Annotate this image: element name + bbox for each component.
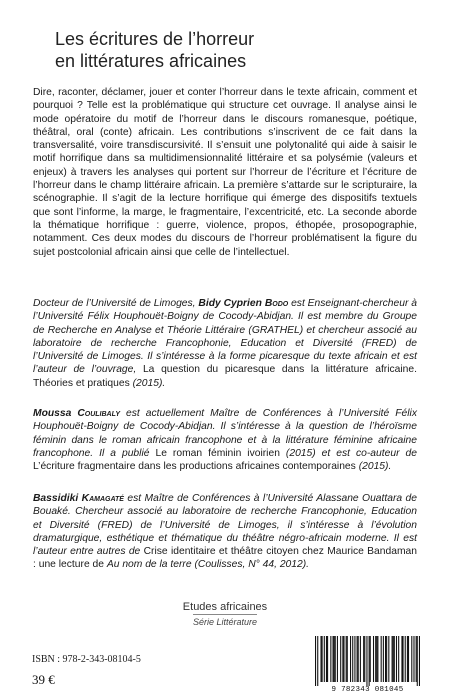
author-bio-coulibaly <box>33 407 417 473</box>
bio2-name-last: Coulibaly <box>77 408 121 419</box>
author-bio-bodo <box>33 297 417 390</box>
bio2-name-first: Moussa <box>33 408 72 419</box>
collection-series: Série Littérature <box>192 617 258 627</box>
collection-divider <box>193 614 257 615</box>
bio3-book1: Crise identitaire et théâtre citoyen chez Maurice Bandaman : une lecture de <box>33 546 417 571</box>
book-title <box>55 28 415 72</box>
bio1-book: La question du picaresque dans la littérature africaine. Théories et pratiques <box>33 364 417 389</box>
bio1-end: (2015). <box>132 377 166 389</box>
title-line-2: en littératures africaines <box>55 51 247 71</box>
bio1-prefix: Docteur de l’Université de Limoges, <box>33 298 196 309</box>
bio2-book2: L’écriture fragmentaire dans les productions africaines contemporaines <box>33 461 356 473</box>
collection-name: Etudes africaines <box>182 601 268 613</box>
bio2-end: (2015). <box>358 461 392 473</box>
book-summary: Dire, raconter, déclamer, jouer et conter l’horreur dans le texte africain, comment et pourquoi ? Telle est la problématique qui structure cet ouvrage. Il analyse ainsi le mode opératoire du motif de l’horreur dans le discours romanesque, poétique, théâtral, oral (conte) africain. Les contributions s’inscrivent de ce fait dans la transversalité, voire transdiscursivité. Il s’ensuit une polytonalité qui aide à saisir le motif horrifique dans sa multidimensionnalité littéraire et sa polysémie (valeurs et enjeux) à travers les analyses qui portent sur l’horreur de l’écriture et l’écriture de l’horreur dans le champ littéraire africain. La première s’attarde sur le scripturaire, la scénographie. Il s’agit de la lecture horrifique qui émerge des dispositifs textuels que sont l’informe, la marge, le fragmentaire, l’excentricité, etc. La seconde aborde la thématique horrifique : guerre, violence, propos, éthopée, prosopographie, notamment. Ces deux modes du discours de l’horreur problématisent la figure du sujet postcolonial africain ainsi que celle de l’intellectuel. <box>33 87 417 258</box>
barcode <box>315 636 420 692</box>
bio2-book1: Le roman féminin ivoirien <box>155 447 280 459</box>
bio3-name-first: Bassidiki <box>33 493 79 504</box>
bio3-text: est Maître de Conférences à l’Université Alassane Ouattara de Bouaké. Chercheur associé au laboratoire de recherche Francophonie, Education et Diversité (FRED) de l’Université de Limoges, il s’intéresse à l’évolution dramaturgique, esthétique et thématique du théâtre négro-africain moderne. Il est l’auteur entre autres de <box>33 493 417 558</box>
barcode-digits: 9 782343 081045 <box>331 686 404 694</box>
title-line-1: Les écritures de l’horreur <box>55 29 255 49</box>
bio3-end: (Coulisses, N° 44, 2012). <box>194 559 310 571</box>
bio3-book1-title: Au nom de la terre <box>106 559 192 571</box>
price: 39 € <box>32 672 55 687</box>
bio1-name-first: Bidy Cyprien <box>198 298 262 309</box>
bio1-name-last: Bodo <box>264 298 289 309</box>
barcode-graphic <box>315 636 420 686</box>
bio2-text: est actuellement Maître de Conférences à l’Université Félix Houphouët-Boigny de Cocody-Abidjan. Il s’intéresse à la question de l’héroïsme féminin dans le roman africain francophone et à la littérature féminine africaine francophone. Il a publié <box>33 408 417 459</box>
bio3-name-last: Kamagaté <box>81 493 124 504</box>
author-bio-kamagate <box>33 492 417 572</box>
isbn: ISBN : 978-2-343-08104-5 <box>32 654 141 665</box>
bio2-mid: (2015) et est co-auteur de <box>285 447 417 459</box>
bio1-text: est Enseignant-chercheur à l’Université Félix Houphouët-Boigny de Cocody-Abidjan. Il est membre du Groupe de Recherche en Analyse et Théorie Littéraire (GRATHEL) et chercheur associé au laboratoire de recherche Francophonie, Education et Diversité (FRED) de l’Université de Limoges. Il s’intéresse à la forme picaresque du texte africain et est l’auteur de l’ouvrage, <box>33 298 418 376</box>
